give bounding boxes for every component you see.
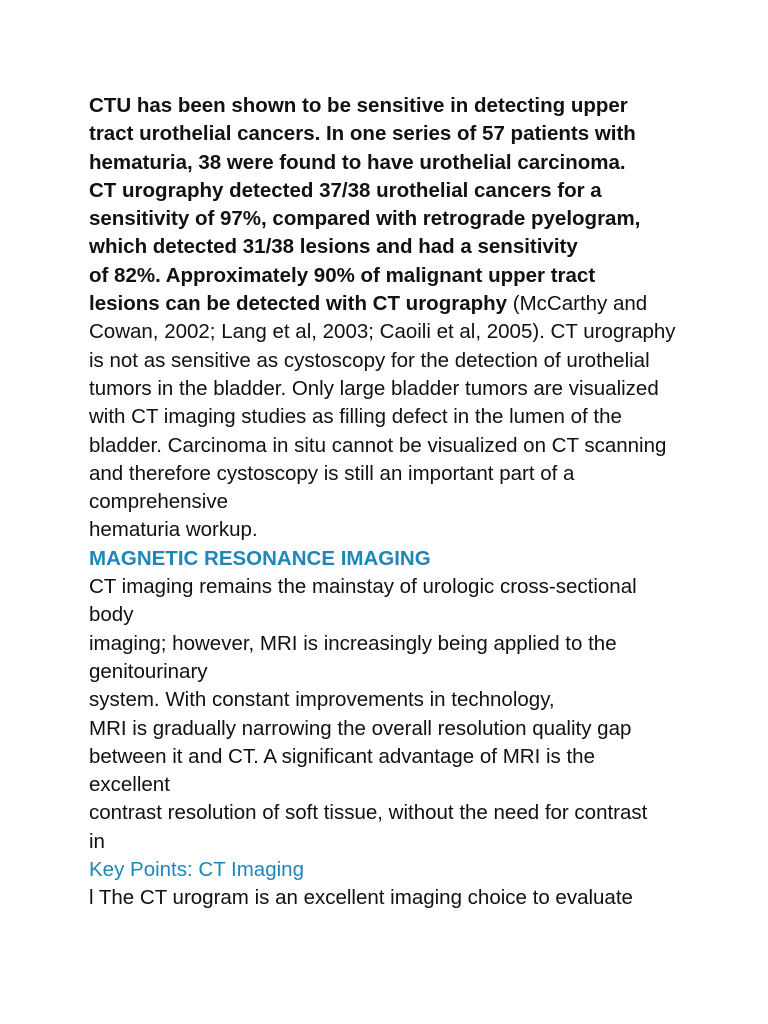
text-bold-fragment: lesions can be detected with CT urography [89, 292, 508, 316]
text-line: is not as sensitive as cystoscopy for the detection of urothelial [89, 348, 650, 372]
text-line: tumors in the bladder. Only large bladder tumors are visualized [89, 376, 659, 400]
text-line: comprehensive [89, 490, 229, 514]
text-line: system. With constant improvements in technology, [89, 688, 555, 712]
text-line-mixed [89, 290, 759, 318]
text-line: body [89, 603, 134, 627]
text-line: of 82%. Approximately 90% of malignant upper tract [89, 263, 596, 287]
text-line: with CT imaging studies as filling defect in the lumen of the [89, 405, 622, 429]
paragraph-ctu-sensitivity [89, 92, 759, 545]
text-line: genitourinary [89, 659, 208, 683]
text-line: excellent [89, 773, 170, 797]
text-line: CT imaging remains the mainstay of urologic cross-sectional [89, 575, 637, 599]
text-regular-fragment: (McCarthy and [507, 292, 648, 316]
text-line: and therefore cystoscopy is still an important part of a [89, 461, 575, 485]
text-line: tract urothelial cancers. In one series of 57 patients with [89, 122, 636, 146]
paragraph-mri [89, 573, 759, 856]
text-line: imaging; however, MRI is increasingly being applied to the [89, 631, 617, 655]
text-line: in [89, 829, 105, 853]
text-line: CTU has been shown to be sensitive in detecting upper [89, 94, 628, 117]
text-line: Cowan, 2002; Lang et al, 2003; Caoili et al, 2005). CT urography [89, 320, 676, 344]
text-line: between it and CT. A significant advantage of MRI is the [89, 744, 595, 768]
text-line: hematuria, 38 were found to have urothelial carcinoma. [89, 150, 626, 174]
text-line: hematuria workup. [89, 518, 258, 542]
text-line: bladder. Carcinoma in situ cannot be visualized on CT scanning [89, 433, 667, 457]
text-line: MRI is gradually narrowing the overall resolution quality gap [89, 716, 632, 740]
subheading-key-points: Key Points: CT Imaging [89, 858, 304, 882]
text-line: CT urography detected 37/38 urothelial cancers for a [89, 178, 602, 202]
bullet-item: l The CT urogram is an excellent imaging choice to evaluate [89, 886, 633, 910]
document-page [89, 92, 759, 913]
text-line: sensitivity of 97%, compared with retrograde pyelogram, [89, 207, 641, 231]
text-line: contrast resolution of soft tissue, without the need for contrast [89, 801, 648, 825]
text-line: which detected 31/38 lesions and had a sensitivity [89, 235, 578, 259]
section-heading-mri: MAGNETIC RESONANCE IMAGING [89, 546, 431, 570]
